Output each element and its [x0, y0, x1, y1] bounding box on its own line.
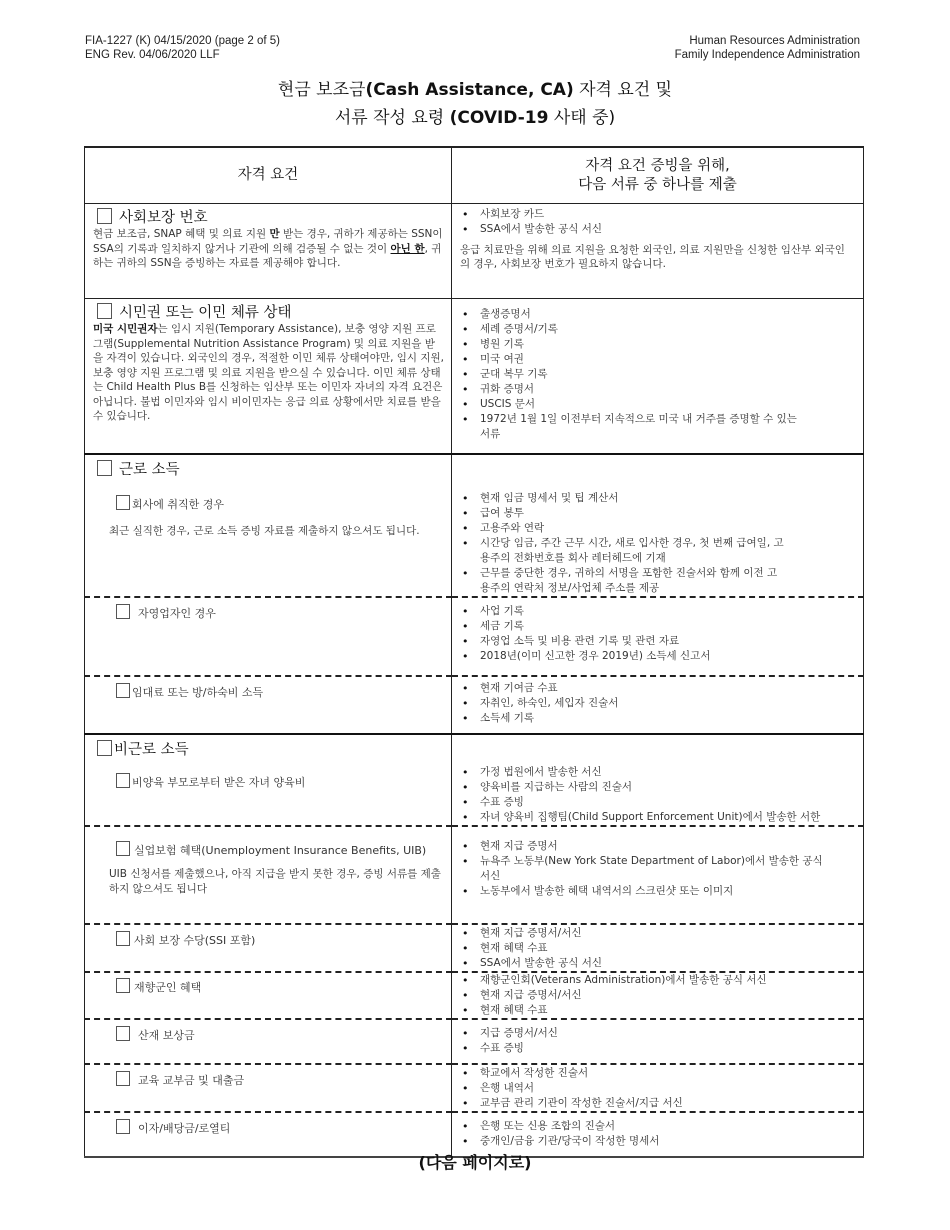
document-list — [452, 925, 863, 971]
division-name: Family Independence Administration — [674, 49, 860, 61]
section-title: 비근로 소득 — [114, 742, 189, 758]
education-checkbox[interactable] — [116, 1071, 130, 1086]
list-item: • 출생증명서 — [462, 307, 863, 322]
form-number: FIA-1227 (K) 04/15/2020 (page 2 of 5) — [85, 35, 280, 47]
document-list — [452, 455, 863, 596]
ssn-description — [85, 227, 451, 271]
subsection-label: 교육 교부금 및 대출금 — [138, 1074, 245, 1087]
list-item: • 세례 증명서/기록 — [462, 322, 863, 337]
document-list — [452, 973, 863, 1018]
list-item: • 근무를 중단한 경우, 귀하의 서명을 포함한 진술서와 함께 이전 고용주의 연락처 정보/사업체 주소를 제공 — [462, 566, 863, 596]
list-item: • 현재 지급 증명서/서신 — [462, 926, 863, 941]
list-item: • USCIS 문서 — [462, 397, 863, 412]
workers-comp-checkbox[interactable] — [116, 1026, 130, 1041]
list-item: • 1972년 1월 1일 이전부터 지속적으로 미국 내 거주를 증명할 수 있는 서류 — [462, 412, 863, 442]
document-list — [452, 1113, 863, 1149]
requirement-cell — [85, 597, 452, 676]
documents-cell — [452, 1019, 864, 1064]
uib-checkbox[interactable] — [116, 841, 130, 856]
list-item: • 현재 지급 증명서/서신 — [462, 988, 863, 1003]
list-item: • 양육비를 지급하는 사람의 진술서 — [462, 780, 863, 795]
subsection-label: 비양육 부모로부터 받은 자녀 양육비 — [132, 776, 306, 789]
list-item: • 교부금 관리 기관이 작성한 진술서/지급 서신 — [462, 1096, 863, 1111]
list-item: • 현재 임금 명세서 및 팁 계산서 — [462, 491, 863, 506]
continue-next-page: (다음 페이지로) — [418, 1153, 532, 1172]
emphasis: 아닌 한 — [390, 242, 425, 255]
list-item: • 자취인, 하숙인, 세입자 진술서 — [462, 696, 863, 711]
table-row-veterans — [85, 972, 864, 1019]
table-row-ssn — [85, 204, 864, 299]
employed-checkbox[interactable] — [116, 495, 130, 510]
col-header-requirements: 자격 요건 — [85, 147, 452, 204]
eligibility-table — [84, 146, 864, 1158]
table-row-citizenship — [85, 299, 864, 455]
documents-cell — [452, 597, 864, 676]
list-item: • 급여 봉투 — [462, 506, 863, 521]
page-title — [0, 76, 950, 132]
subsection-label: 재향군인 혜택 — [134, 981, 202, 994]
uib-note: UIB 신청서를 제출했으나, 아직 지급을 받지 못한 경우, 증빙 서류를 제출하지 않으셔도 됩니다 — [109, 868, 441, 895]
agency-header — [675, 34, 860, 62]
list-item: • 재향군인회(Veterans Administration)에서 발송한 공식 서신 — [462, 973, 863, 988]
list-item: • 현재 혜택 수표 — [462, 1003, 863, 1018]
requirement-cell — [85, 1064, 452, 1112]
document-list — [452, 1020, 863, 1056]
list-item: • SSA에서 발송한 공식 서신 — [462, 222, 863, 237]
requirement-cell — [85, 972, 452, 1019]
title-text: 사태 중) — [548, 108, 616, 128]
requirement-cell — [85, 826, 452, 924]
title-text: 현금 보조금 — [277, 80, 366, 100]
documents-cell — [452, 826, 864, 924]
section-title: 근로 소득 — [119, 462, 180, 478]
title-text: 자격 요건 및 — [573, 80, 673, 100]
document-list — [452, 1065, 863, 1111]
list-item: • 학교에서 작성한 진술서 — [462, 1066, 863, 1081]
list-item: • 세금 기록 — [462, 619, 863, 634]
list-item: • 가정 법원에서 발송한 서신 — [462, 765, 863, 780]
document-list — [452, 299, 863, 442]
ssn-exception-note: 응급 치료만을 위해 의료 지원을 요청한 외국인, 의료 지원만을 신청한 임산부 외국인의 경우, 사회보장 번호가 필요하지 않습니다. — [460, 244, 845, 270]
documents-cell — [452, 454, 864, 597]
list-item: • 병원 기록 — [462, 337, 863, 352]
title-text: (Cash Assistance, CA) — [365, 80, 574, 100]
list-item: • 중개인/금융 기관/당국이 작성한 명세서 — [462, 1134, 863, 1149]
veterans-checkbox[interactable] — [116, 978, 130, 993]
header-line: 자격 요건 증빙을 위해, — [585, 157, 730, 174]
rental-income-checkbox[interactable] — [116, 683, 130, 698]
unearned-income-checkbox[interactable] — [97, 740, 112, 756]
table-row-rental — [85, 676, 864, 734]
subsection-label: 사회 보장 수당(SSI 포함) — [134, 934, 256, 947]
list-item: • 귀화 증명서 — [462, 382, 863, 397]
documents-cell — [452, 972, 864, 1019]
list-item: • 은행 내역서 — [462, 1081, 863, 1096]
table-header-row — [85, 147, 864, 204]
requirement-cell — [85, 1019, 452, 1064]
table-row-education — [85, 1064, 864, 1112]
list-item: • 자영업 소득 및 비용 관련 기록 및 관련 자료 — [462, 634, 863, 649]
subsection-label: 이자/배당금/로열티 — [138, 1122, 231, 1135]
requirement-cell — [85, 454, 452, 597]
documents-cell — [452, 734, 864, 826]
requirement-cell — [85, 676, 452, 734]
section-title: 시민권 또는 이민 체류 상태 — [119, 305, 292, 321]
list-item: • 자녀 양육비 집행팀(Child Support Enforcement Unit)에서 발송한 서한 — [462, 810, 863, 825]
table-row-social-security — [85, 924, 864, 972]
requirement-cell — [85, 924, 452, 972]
list-item: • 수표 증빙 — [462, 795, 863, 810]
subsection-label: 자영업자인 경우 — [138, 607, 216, 620]
table-row-uib — [85, 826, 864, 924]
citizenship-description — [85, 322, 451, 424]
document-list — [452, 598, 863, 664]
header-line: 다음 서류 중 하나를 제출 — [578, 176, 737, 193]
subsection-label: 산재 보상금 — [138, 1029, 195, 1042]
citizenship-checkbox[interactable] — [97, 303, 112, 319]
text: 받는 경우, 귀하가 제공하는 SSN이 SSA의 기록과 일치하지 않거나 기관에 의해 검증될 수 없는 것이 — [93, 228, 443, 255]
interest-checkbox[interactable] — [116, 1119, 130, 1134]
text: , 귀하는 귀하의 SSN을 증빙하는 자료를 제공해야 합니다. — [93, 242, 442, 269]
title-text: 서류 작성 요령 — [334, 108, 450, 128]
list-item: • 현재 지급 증명서 — [462, 839, 863, 854]
table-row-employed — [85, 454, 864, 597]
child-support-checkbox[interactable] — [116, 773, 130, 788]
requirement-cell — [85, 204, 452, 299]
list-item: • 현재 혜택 수표 — [462, 941, 863, 956]
agency-name: Human Resources Administration — [689, 35, 860, 47]
emphasis: 미국 시민권자 — [93, 323, 158, 335]
emphasis: 만 — [269, 228, 280, 240]
list-item: • 지급 증명서/서신 — [462, 1026, 863, 1041]
document-list — [452, 677, 863, 726]
documents-cell — [452, 204, 864, 299]
subsection-label: 임대료 또는 방/하숙비 소득 — [132, 686, 264, 699]
form-revision: ENG Rev. 04/06/2020 LLF — [85, 49, 220, 61]
list-item: • 소득세 기록 — [462, 711, 863, 726]
documents-cell — [452, 676, 864, 734]
form-id-header — [85, 34, 280, 62]
document-list — [452, 735, 863, 825]
section-title: 사회보장 번호 — [119, 210, 208, 226]
list-item: • 수표 증빙 — [462, 1041, 863, 1056]
documents-cell — [452, 1064, 864, 1112]
earned-income-checkbox[interactable] — [97, 460, 112, 476]
list-item: • 고용주와 연락 — [462, 521, 863, 536]
subsection-label: 실업보험 혜택(Unemployment Insurance Benefits, UIB) — [134, 844, 427, 857]
document-list — [452, 204, 863, 237]
list-item: • 군대 복무 기록 — [462, 367, 863, 382]
list-item: • 미국 여권 — [462, 352, 863, 367]
list-item: • 노동부에서 발송한 혜택 내역서의 스크린샷 또는 이미지 — [462, 884, 863, 899]
list-item: • SSA에서 발송한 공식 서신 — [462, 956, 863, 971]
document-list — [452, 827, 863, 899]
documents-cell — [452, 299, 864, 455]
table-row-workers-comp — [85, 1019, 864, 1064]
table-row-self-employed — [85, 597, 864, 676]
list-item: • 현재 기여금 수표 — [462, 681, 863, 696]
list-item: • 사회보장 카드 — [462, 207, 863, 222]
documents-cell — [452, 924, 864, 972]
requirement-cell — [85, 299, 452, 455]
social-security-checkbox[interactable] — [116, 931, 130, 946]
title-text: (COVID-19 — [449, 108, 549, 128]
list-item: • 시간당 임금, 주간 근무 시간, 새로 입사한 경우, 첫 번째 급여일, 고용주의 전화번호를 회사 레터헤드에 기재 — [462, 536, 863, 566]
ssn-checkbox[interactable] — [97, 208, 112, 224]
list-item: • 2018년(이미 신고한 경우 2019년) 소득세 신고서 — [462, 649, 863, 664]
list-item: • 은행 또는 신용 조합의 진술서 — [462, 1119, 863, 1134]
subsection-label: 회사에 취직한 경우 — [132, 498, 225, 511]
employed-note: 최근 실직한 경우, 근로 소득 증빙 자료를 제출하지 않으셔도 됩니다. — [109, 525, 420, 537]
text: 는 임시 지원(Temporary Assistance), 보충 영양 지원 프로그램(Supplemental Nutrition Assistance Program) 및 의료 지원을 받을 자격이 있습니다. 외국인의 경우, 적절한 이민 체류 상태여야만, 임시 지원, 보충 영양 지원 프로그램 및 의료 지원을 받으실 수 있습니다. 이민 체류 상태는 Child Health Plus B를 신청하는 임산부 또는 이민자 자녀의 자격 요건은 아닙니다. 불법 이민자와 임시 비이민자는 응급 의료 상황에서만 치료를 받을 수 있습니다. — [93, 323, 445, 422]
requirement-cell — [85, 734, 452, 826]
list-item: • 뉴욕주 노동부(New York State Department of Labor)에서 발송한 공식 서신 — [462, 854, 863, 884]
list-item: • 사업 기록 — [462, 604, 863, 619]
self-employed-checkbox[interactable] — [116, 604, 130, 619]
table-row-child-support — [85, 734, 864, 826]
text: 현금 보조금, SNAP 혜택 및 의료 지원 — [93, 228, 270, 240]
col-header-documents — [452, 147, 864, 204]
